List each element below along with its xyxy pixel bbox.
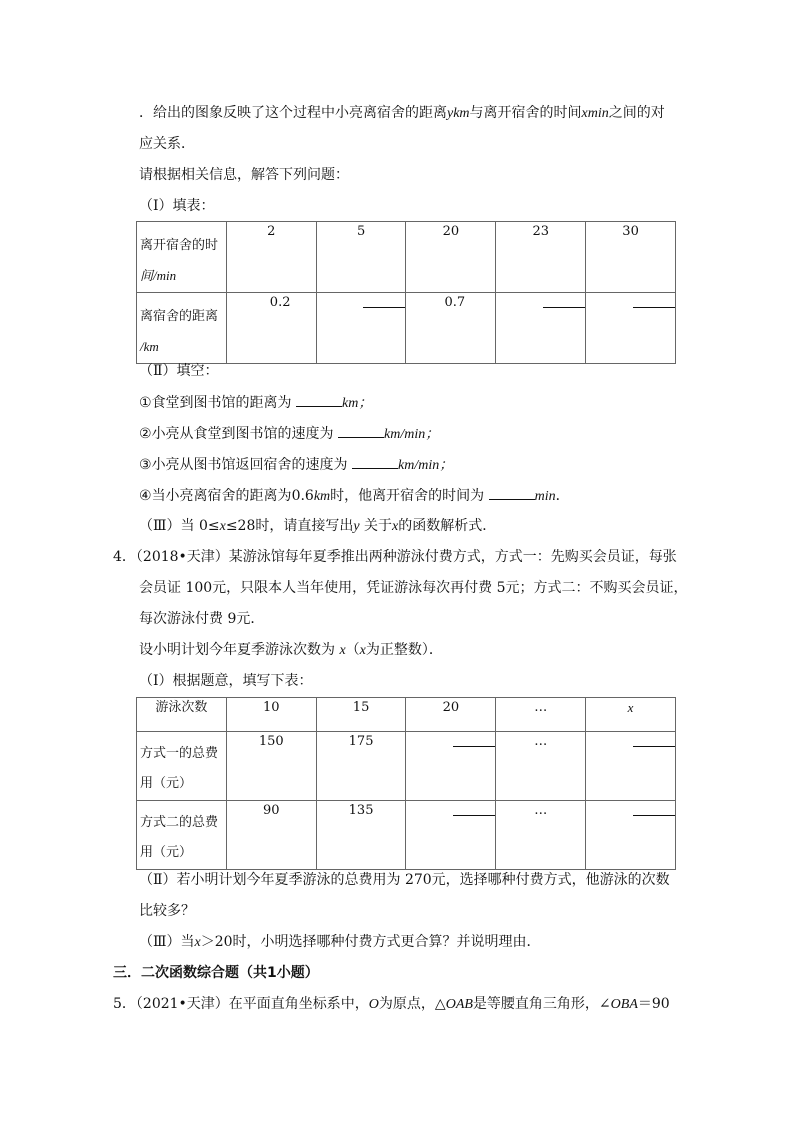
var-x: x	[581, 106, 588, 121]
fill-q1: ①食堂到图书馆的距离为 km；	[139, 392, 372, 414]
header-cell: 10	[226, 698, 316, 732]
fill-q3: ③小亮从图书馆返回宿舍的速度为 km/min；	[139, 454, 453, 476]
header-cell: …	[496, 698, 586, 732]
row-header-distance: 离宿舍的距离 /km	[137, 293, 227, 364]
header-cell: 15	[316, 698, 406, 732]
header-cell: 20	[406, 698, 496, 732]
distance-blank[interactable]	[316, 293, 406, 364]
problem4-part1-label: （Ⅰ）根据题意，填写下表：	[139, 673, 313, 689]
cost-blank[interactable]	[406, 801, 496, 870]
var-y: y	[447, 106, 454, 121]
time-cell: 23	[496, 222, 586, 293]
answer-blank[interactable]	[489, 485, 535, 500]
distance-blank[interactable]	[496, 293, 586, 364]
cost-cell: 135	[316, 801, 406, 870]
part2-label: （Ⅱ）填空：	[139, 363, 219, 379]
time-cell: 2	[226, 222, 316, 293]
table-swim-cost	[136, 697, 676, 870]
intro-line-3: 请根据相关信息，解答下列问题：	[139, 167, 349, 183]
part1-label: （Ⅰ）填表：	[139, 198, 215, 214]
cost-blank[interactable]	[406, 732, 496, 801]
unit-km: km	[453, 106, 470, 121]
section-title: 三．二次函数综合题（共1小题）	[113, 965, 319, 981]
intro-text: ．给出的图象反映了这个过程中小亮离宿舍的距离	[139, 105, 447, 121]
fill-q2: ②小亮从食堂到图书馆的速度为 km/min；	[139, 423, 439, 445]
time-cell: 20	[406, 222, 496, 293]
header-cell: 游泳次数	[137, 698, 227, 732]
answer-blank[interactable]	[338, 423, 384, 438]
distance-cell: 0.7	[406, 293, 496, 364]
table-row	[137, 801, 676, 870]
cost-blank[interactable]	[586, 732, 676, 801]
table-row	[137, 732, 676, 801]
answer-blank[interactable]	[296, 392, 342, 407]
problem4-part2-line-1: （Ⅱ）若小明计划今年夏季游泳的总费用为 270元，选择哪种付费方式，他游泳的次数	[139, 872, 670, 888]
problem4-part3-line: （Ⅲ）当x＞20时，小明选择哪种付费方式更合算？并说明理由．	[139, 934, 541, 950]
cost-cell: 90	[226, 801, 316, 870]
row-header-method1: 方式一的总费 用（元）	[137, 732, 227, 801]
distance-blank[interactable]	[586, 293, 676, 364]
unit-min: min	[587, 106, 609, 121]
table-row	[137, 698, 676, 732]
fill-q4: ④当小亮离宿舍的距离为0.6km时，他离开宿舍的时间为 min．	[139, 485, 570, 507]
time-cell: 5	[316, 222, 406, 293]
ellipsis-cell: …	[496, 801, 586, 870]
part3-line: （Ⅲ）当 0≤x≤28时，请直接写出y 关于x的函数解析式．	[139, 518, 497, 534]
time-cell: 30	[586, 222, 676, 293]
cost-blank[interactable]	[586, 801, 676, 870]
table-row	[137, 222, 676, 293]
cost-cell: 150	[226, 732, 316, 801]
row-header-time: 离开宿舍的时 间/min	[137, 222, 227, 293]
distance-cell: 0.2	[226, 293, 316, 364]
row-header-method2: 方式二的总费 用（元）	[137, 801, 227, 870]
intro-line-1	[139, 103, 665, 124]
cost-cell: 175	[316, 732, 406, 801]
table-time-distance	[136, 221, 676, 364]
problem4-line-3: 每次游泳付费 9元．	[139, 611, 265, 627]
problem4-line-2: 会员证 100元，只限本人当年使用，凭证游泳每次再付费 5元；方式二：不购买会员证，	[139, 580, 688, 596]
problem4-line-4: 设小明计划今年夏季游泳次数为 x（x为正整数）．	[139, 642, 443, 658]
header-cell: x	[586, 698, 676, 732]
intro-text: 与离开宿舍的时间	[469, 105, 582, 121]
problem4-line-1: 4．（2018•天津）某游泳馆每年夏季推出两种游泳付费方式，方式一：先购买会员证，每张	[113, 549, 677, 565]
problem4-part2-line-2: 比较多？	[139, 903, 195, 919]
answer-blank[interactable]	[352, 454, 398, 469]
intro-line-2: 应关系．	[139, 136, 195, 152]
ellipsis-cell: …	[496, 732, 586, 801]
table-row	[137, 293, 676, 364]
problem5-line-1: 5．（2021•天津）在平面直角坐标系中，O为原点，△OAB是等腰直角三角形，∠OBA＝90	[113, 996, 670, 1012]
intro-text: 之间的对	[608, 105, 665, 121]
